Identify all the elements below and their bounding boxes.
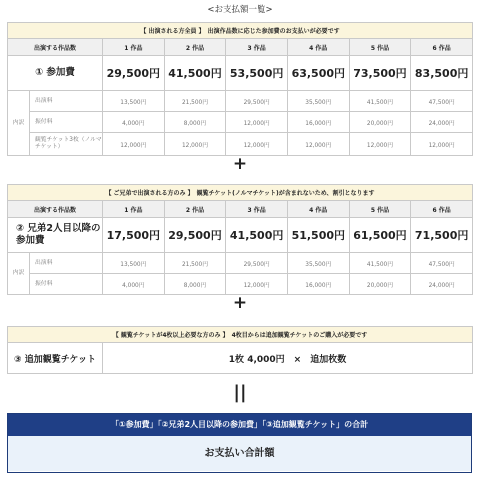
breakdown-row-label: 振付料 — [30, 274, 103, 295]
breakdown-value: 20,000円 — [349, 274, 411, 295]
fee-value: 41,500円 — [226, 218, 288, 253]
equals-sign: || — [233, 382, 247, 403]
extra-ticket-table — [7, 326, 473, 374]
breakdown-value: 24,000円 — [411, 112, 473, 133]
breakdown-value: 8,000円 — [164, 112, 226, 133]
breakdown-value: 41,500円 — [349, 253, 411, 274]
total-label: お支払い合計額 — [8, 436, 471, 471]
breakdown-row-label: 振付料 — [30, 112, 103, 133]
column-header: 5 作品 — [349, 201, 411, 218]
column-header: 4 作品 — [287, 39, 349, 56]
breakdown-value: 12,000円 — [287, 133, 349, 156]
breakdown-value: 13,500円 — [103, 253, 165, 274]
breakdown-value: 12,000円 — [226, 112, 288, 133]
breakdown-value: 47,500円 — [411, 91, 473, 112]
breakdown-value: 16,000円 — [287, 274, 349, 295]
breakdown-value: 4,000円 — [103, 112, 165, 133]
section2-banner: 【 ご兄弟で出演される方のみ 】 観覧チケット(ノルマチケット)が含まれないため、割引となります — [8, 185, 473, 201]
fee-value: 53,500円 — [226, 56, 288, 91]
plus-sign: + — [232, 154, 248, 174]
column-header: 2 作品 — [164, 39, 226, 56]
fee-value: 73,500円 — [349, 56, 411, 91]
breakdown-value: 4,000円 — [103, 274, 165, 295]
fee-value: 29,500円 — [103, 56, 165, 91]
breakdown-value: 21,500円 — [164, 253, 226, 274]
column-header: 6 作品 — [411, 201, 473, 218]
column-header: 3 作品 — [226, 201, 288, 218]
fee-label: ① 参加費 — [8, 56, 103, 91]
fee-value: 17,500円 — [103, 218, 165, 253]
fee-value: 51,500円 — [287, 218, 349, 253]
breakdown-value: 12,000円 — [103, 133, 165, 156]
breakdown-value: 16,000円 — [287, 112, 349, 133]
column-header: 2 作品 — [164, 201, 226, 218]
breakdown-value: 12,000円 — [226, 274, 288, 295]
works-count-header: 出演する作品数 — [8, 39, 103, 56]
sibling-fee-table — [7, 184, 473, 295]
breakdown-value: 24,000円 — [411, 274, 473, 295]
breakdown-value: 41,500円 — [349, 91, 411, 112]
breakdown-value: 47,500円 — [411, 253, 473, 274]
breakdown-value: 35,500円 — [287, 91, 349, 112]
breakdown-row-label: 観覧チケット3枚（ノルマチケット） — [30, 133, 103, 156]
extra-ticket-label: ③ 追加観覧チケット — [8, 343, 103, 374]
breakdown-value: 12,000円 — [226, 133, 288, 156]
column-header: 5 作品 — [349, 39, 411, 56]
column-header: 1 作品 — [103, 201, 165, 218]
column-header: 4 作品 — [287, 201, 349, 218]
total-box — [7, 413, 472, 473]
breakdown-value: 8,000円 — [164, 274, 226, 295]
plus-sign: + — [232, 293, 248, 313]
breakdown-row-label: 出演料 — [30, 91, 103, 112]
extra-ticket-formula: 1枚 4,000円 × 追加枚数 — [103, 343, 473, 374]
fee-value: 61,500円 — [349, 218, 411, 253]
breakdown-row-label: 出演料 — [30, 253, 103, 274]
breakdown-value: 35,500円 — [287, 253, 349, 274]
fee-value: 71,500円 — [411, 218, 473, 253]
breakdown-value: 20,000円 — [349, 112, 411, 133]
breakdown-label: 内訳 — [8, 91, 30, 156]
total-header: 「①参加費」「②兄弟2人目以降の参加費」「③追加観覧チケット」の合計 — [8, 414, 471, 436]
column-header: 6 作品 — [411, 39, 473, 56]
fee-value: 41,500円 — [164, 56, 226, 91]
breakdown-value: 29,500円 — [226, 253, 288, 274]
page-title: <お支払額一覧> — [207, 5, 273, 15]
breakdown-label: 内訳 — [8, 253, 30, 295]
column-header: 3 作品 — [226, 39, 288, 56]
sibling-fee-label: ② 兄弟2人目以降の参加費 — [8, 218, 103, 253]
fee-value: 63,500円 — [287, 56, 349, 91]
section1-banner: 【 出演される方全員 】 出演作品数に応じた参加費のお支払いが必要です — [8, 23, 473, 39]
breakdown-value: 12,000円 — [349, 133, 411, 156]
breakdown-value: 12,000円 — [411, 133, 473, 156]
breakdown-value: 29,500円 — [226, 91, 288, 112]
works-count-header: 出演する作品数 — [8, 201, 103, 218]
breakdown-value: 13,500円 — [103, 91, 165, 112]
column-header: 1 作品 — [103, 39, 165, 56]
participation-fee-table — [7, 22, 473, 156]
fee-value: 83,500円 — [411, 56, 473, 91]
breakdown-value: 12,000円 — [164, 133, 226, 156]
breakdown-value: 21,500円 — [164, 91, 226, 112]
section3-banner: 【 観覧チケットが4枚以上必要な方のみ 】 4枚目からは追加観覧チケットのご購入が必要です — [8, 327, 473, 343]
fee-value: 29,500円 — [164, 218, 226, 253]
